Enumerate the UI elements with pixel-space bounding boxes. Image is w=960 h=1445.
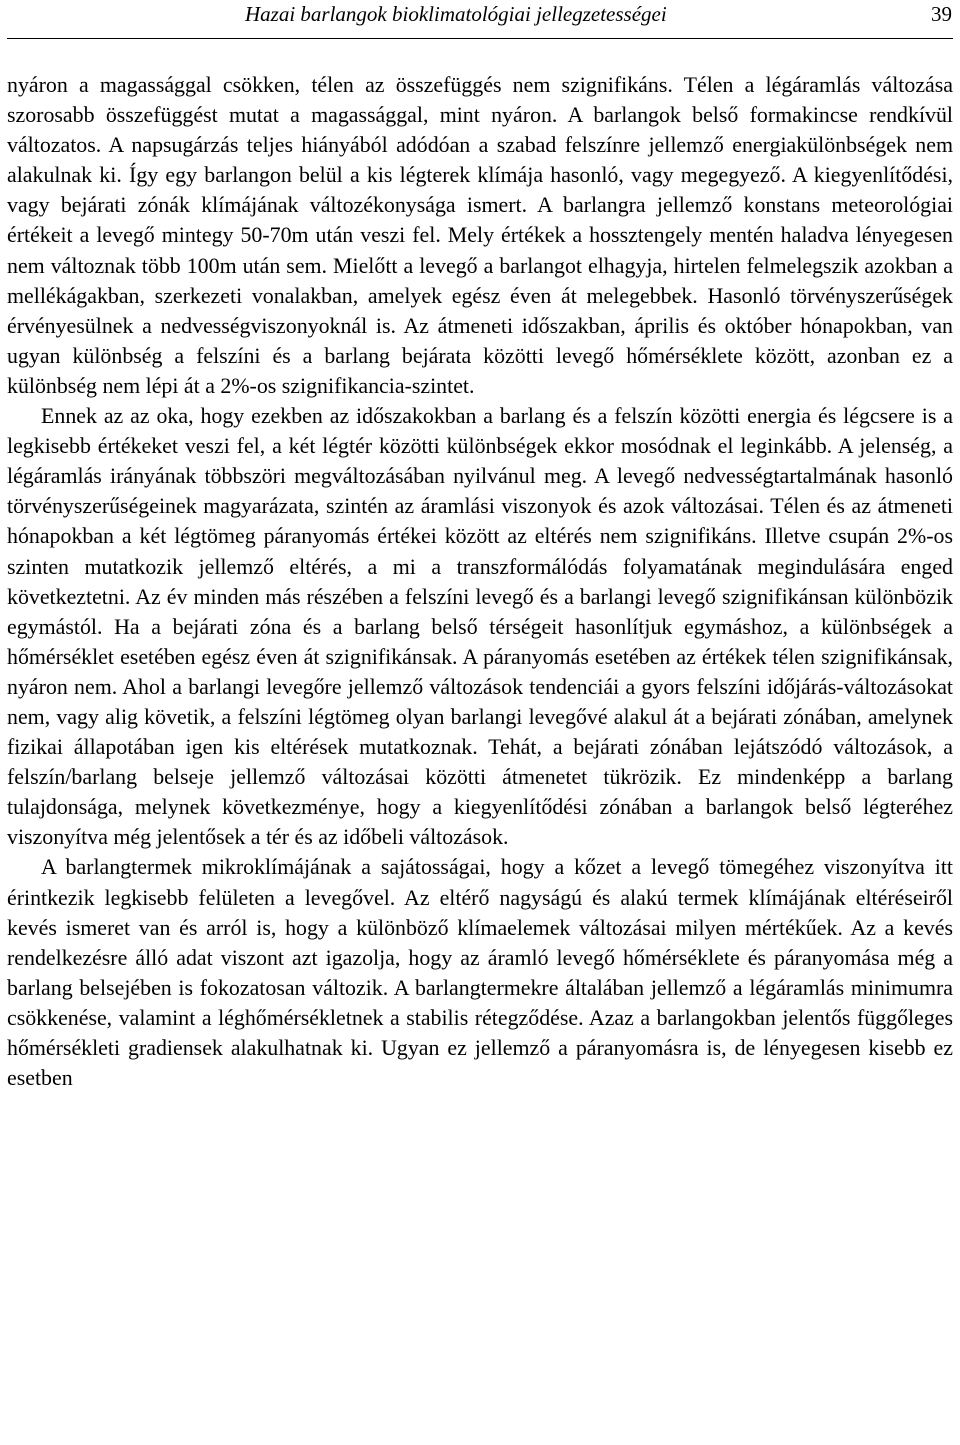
running-header <box>0 0 960 40</box>
running-header-title: Hazai barlangok bioklimatológiai jellegzetességei <box>245 2 667 26</box>
body-text <box>7 70 953 1093</box>
paragraph: Ennek az az oka, hogy ezekben az időszakokban a barlang és a felszín közötti energia és légcsere is a legkisebb értékeket veszi fel, a két légtér közötti különbségek ekkor mosódnak el leginkább. A jelenség, a légáramlás irányának többszöri megváltozásában nyilvánul meg. A levegő nedvességtartalmának hasonló törvényszerűségeinek magyarázata, szintén az áramlási viszonyok és azok változásai. Télen és az átmeneti hónapokban a két légtömeg páranyomás értékei között az eltérés nem szignifikáns. Illetve csupán 2%-os szinten mutatkozik jellemző eltérés, a mi a transzformálódás folyamatának megindulására enged következtetni. Az év minden más részében a felszíni levegő és a barlangi levegő szignifikánsan különbözik egymástól. Ha a bejárati zóna és a barlang belső térségeit hasonlítjuk egymáshoz, a különbségek a hőmérséklet esetében egész éven át szignifikánsak. A páranyomás esetében az értékek télen szignifikánsak, nyáron nem. Ahol a barlangi levegőre jellemző változások tendenciái a gyors felszíni időjárás-változásokat nem, vagy alig követik, a felszíni légtömeg olyan barlangi levegővé alakul át a bejárati zónában, amelynek fizikai állapotában igen kis eltérések mutatkoznak. Tehát, a bejárati zónában lejátszódó változások, a felszín/barlang belseje jellemző változásai közötti átmenetet tükrözik. Ez mindenképp a barlang tulajdonsága, melynek következménye, hogy a kiegyenlítődési zónában a barlangok belső légteréhez viszonyítva még jelentősek a tér és az időbeli változások. <box>7 403 953 850</box>
paragraph: A barlangtermek mikroklímájának a sajátosságai, hogy a kőzet a levegő tömegéhez viszonyítva itt érintkezik legkisebb felületen a levegővel. Az eltérő nagyságú és alakú termek klímájának eltéréseiről kevés ismeret van és arról is, hogy a különböző klímaelemek változásai milyen mértékűek. Az a kevés rendelkezésre álló adat viszont azt igazolja, hogy az áramló levegő hőmérséklete és páranyomása még a barlang belsejében is fokozatosan változik. A barlangtermekre általában jellemző a légáramlás minimumra csökkenése, valamint a léghőmérsékletnek a stabilis rétegződése. Azaz a barlangokban jelentős függőleges hőmérsékleti gradiensek alakulhatnak ki. Ugyan ez jellemző a páranyomásra is, de lényegesen kisebb ez esetben <box>7 854 953 1091</box>
header-divider <box>7 38 953 39</box>
paragraph: nyáron a magassággal csökken, télen az összefüggés nem szignifikáns. Télen a légáramlás változása szorosabb összefüggést mutat a magassággal, mint nyáron. A barlangok belső formakincse rendkívül változatos. A napsugárzás teljes hiányából adódóan a szabad felszínre jellemző energiakülönbségek nem alakulnak ki. Így egy barlangon belül a kis légterek klímája hasonló, vagy megegyező. A kiegyenlítődési, vagy bejárati zónák klímájának változékonysága ismert. A barlangra jellemző konstans meteorológiai értékeit a levegő mintegy 50-70m után veszi fel. Mely értékek a hossztengely mentén haladva lényegesen nem változnak több 100m után sem. Mielőtt a levegő a barlangot elhagyja, hirtelen felmelegszik azokban a mellékágakban, szerkezeti vonalakban, amelyek egész éven át melegebbek. Hasonló törvényszerűségek érvényesülnek a nedvességviszonyoknál is. Az átmeneti időszakban, április és október hónapokban, van ugyan különbség a felszíni és a barlang bejárata közötti levegő hőmérséklete között, azonban ez a különbség nem lépi át a 2%-os szignifikancia-szintet. <box>7 72 953 398</box>
page-number: 39 <box>931 2 952 26</box>
